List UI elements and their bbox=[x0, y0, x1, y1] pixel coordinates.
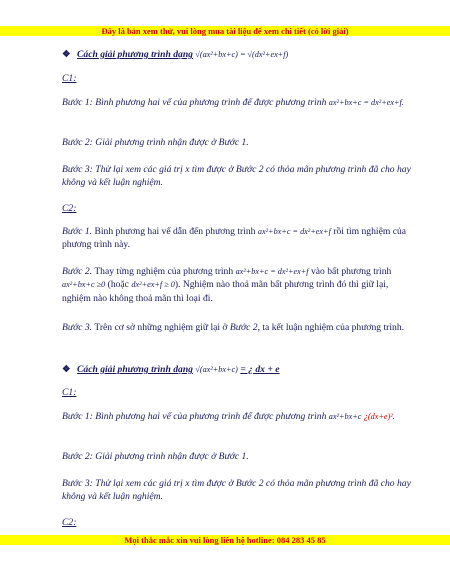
method-label: C1: bbox=[62, 73, 77, 84]
step-paragraph: Bước 2. Thay từng nghiệm của phương trình ax²+bx+c = dx²+ex+f vào bất phương trình ax²+bx+c ≥0 (hoặc dx²+ex+f ≥ 0). Nghiệm nào thoả mãn bất phương trình đó thì giữ lại, nghiệm nào không thoả mãn thì loại đi. bbox=[62, 266, 392, 304]
diamond-bullet-icon: ❖ bbox=[62, 49, 71, 60]
section-title: Cách giải phương trình dạng bbox=[77, 364, 193, 375]
section-formula: √(ax²+bx+c) bbox=[195, 365, 238, 374]
step-paragraph: Bước 1: Bình phương hai vế của phương trình để được phương trình ax²+bx+c ¿(dx+e)². bbox=[62, 411, 395, 422]
section-heading bbox=[62, 363, 280, 376]
step-paragraph: Bước 2: Giải phương trình nhận được ở Bước 1. bbox=[62, 137, 249, 148]
method-label: C2: bbox=[62, 203, 77, 214]
step-paragraph: Bước 3. Trên cơ sở những nghiệm giữ lại ở Bước 2, ta kết luận nghiệm của phương trình. bbox=[62, 322, 405, 333]
step-paragraph: Bước 3: Thử lại xem các giá trị x tìm được ở Bước 2 có thỏa mãn phương trình đã cho hay không và kết luận nghiệm. bbox=[62, 478, 411, 503]
method-label: C2: bbox=[62, 517, 77, 528]
step-paragraph: Bước 3: Thử lại xem các giá trị x tìm được ở Bước 2 có thỏa mãn phương trình đã cho hay không và kết luận nghiệm. bbox=[62, 164, 411, 189]
section-title: Cách giải phương trình dạng bbox=[77, 49, 193, 60]
step-paragraph: Bước 1: Bình phương hai vế của phương trình để được phương trình ax²+bx+c = dx²+ex+f. bbox=[62, 97, 404, 108]
method-label: C1: bbox=[62, 387, 77, 398]
section-formula: √(ax²+bx+c) = √(dx²+ex+f) bbox=[195, 50, 289, 59]
section-formula-tail: = ¿ dx + e bbox=[240, 364, 280, 375]
diamond-bullet-icon: ❖ bbox=[62, 364, 71, 375]
preview-banner: Đây là bản xem thử, vui lòng mua tài liệu để xem chi tiết (có lời giải) bbox=[0, 26, 450, 36]
section-heading bbox=[62, 48, 288, 61]
hotline-banner: Mọi thắc mắc xin vui lòng liên hệ hotline: 084 283 45 85 bbox=[0, 535, 450, 545]
step-paragraph: Bước 2: Giải phương trình nhận được ở Bước 1. bbox=[62, 451, 249, 462]
step-paragraph: Bước 1. Bình phương hai vế dẫn đến phương trình ax²+bx+c = dx²+ex+f rồi tìm nghiệm của phương trình này. bbox=[62, 226, 407, 251]
